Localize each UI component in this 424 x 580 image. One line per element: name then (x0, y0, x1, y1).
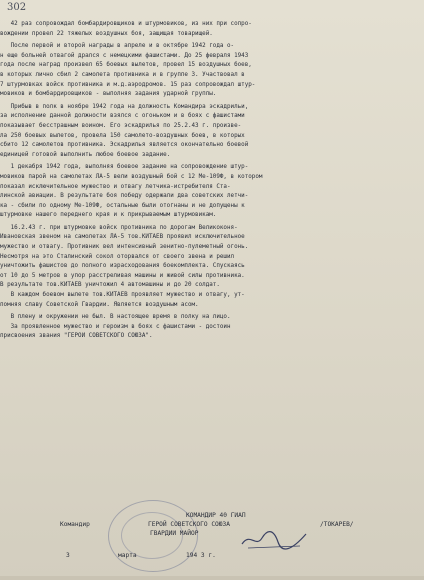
text-line: Ивановская звеном на самолетах ЛА-5 тов.КИТАЕВ проявил исключительное (0, 234, 245, 241)
text-line: присвоения звания "ГЕРОЙ СОВЕТСКОГО СОЮЗА". (0, 333, 153, 340)
text-line: уничтожить фашистов до полного израсходования боекомплекта. Спускаясь (0, 263, 245, 270)
paragraph (0, 103, 424, 161)
text-line: Прибыв в полк в ноябре 1942 года на должность Командира эскадрильи, (0, 103, 249, 110)
text-line: вождении провел 22 тяжелых воздушных боя, защищая товарищей. (0, 30, 213, 37)
text-line: 42 раз сопровождал бомбардировщиков и штурмовиков, из них при сопро- (0, 21, 252, 27)
text-line: В каждом боевом вылете тов.КИТАЕВ проявляет мужество и отвагу, ут- (0, 292, 245, 299)
text-line: от 10 до 5 метров в упор расстреливая машины и живой силы противника. (0, 272, 245, 279)
text-line: в которых лично сбил 2 самолета противника и в группе 3. Участвовал в (0, 71, 245, 78)
paragraph (0, 163, 424, 221)
text-line: сбито 12 самолетов противника. Эскадрилья является окончательно боевой (0, 142, 249, 149)
date-year: 194 3 г. (186, 552, 216, 559)
text-line: 7 штурмовках войск противника и м.д.аэродромов. 15 раз сопровождал штур- (0, 81, 256, 88)
text-line: После первой и второй награды в апреле и в октябре 1942 года о- (0, 43, 235, 50)
text-line: н еще больней отвагой дрался с немецкими фашистами. До 25 февраля 1943 (0, 52, 249, 59)
text-line: ка - сбили по одному Ме-109Ф, остальные были отогнаны и не допущены к (0, 202, 245, 209)
date-month: марта (118, 552, 137, 559)
text-line: линской авиации. В результате боя победу одержали два советских летчи- (0, 193, 249, 200)
text-line: В плену и окружении не был. В настоящее время в полку на лицо. (0, 314, 231, 321)
page-number: 302 (7, 2, 27, 13)
paragraph (0, 20, 424, 39)
date-day: 3 (66, 552, 70, 559)
signature-block (0, 508, 424, 580)
text-line: В результате тов.КИТАЕВ уничтожил 4 автомашины и до 20 солдат. (0, 282, 220, 289)
text-line: 16.2.43 г. при штурмовке войск противника по дорогам Великоконя- (0, 224, 238, 231)
page-bottom-edge (0, 576, 424, 580)
signature-name: /ТОКАРЕВ/ (320, 521, 354, 528)
text-line: За проявленное мужество и героизм в боях с фашистами - достоин (0, 323, 231, 330)
text-line: мовиков парой на самолетах ЛА-5 вели воздушный бой с 12 Ме-109Ф, в котором (0, 173, 263, 180)
paragraph (0, 224, 424, 310)
text-line: ла 250 боевых вылетов, провела 150 самолето-воздушных боев, в которых (0, 132, 245, 139)
text-line: показал исключительное мужество и отвагу летчика-истребителя Ста- (0, 183, 231, 190)
signature-left-label: Командир (60, 521, 90, 528)
text-line: единицей готовой выполнить любое боевое задание. (0, 151, 171, 158)
signature-title-commander: КОМАНДИР 40 ГИАП (186, 512, 246, 519)
signature-title-hero: ГЕРОЙ СОВЕТСКОГО СОЮЗА (148, 521, 230, 528)
handwritten-signature (240, 528, 310, 552)
text-line: помняя славу Советской Гвардии. Является воздушным асом. (0, 301, 199, 308)
document-body (0, 20, 424, 342)
text-line: показывает бесстрашным воином. Его эскадрилья по 25.2.43 г. произве- (0, 122, 242, 129)
text-line: за исполнение данной должности взялся с огоньком и в боях с фашистами (0, 113, 245, 120)
text-line: 1 декабря 1942 года, выполняя боевое задание на сопровождение штур- (0, 164, 249, 171)
text-line: Несмотря на это Сталинский сокол оторвался от своего звена и решил (0, 253, 235, 260)
text-line: мужество и отвагу. Противник вел интенсивный зенитно-пулеметный огонь. (0, 244, 249, 251)
text-line: года после наград произвел 65 боевых вылетов, провел 15 воздушных боев, (0, 62, 252, 69)
text-line: мовиков и бомбардировщиков - выполняя задания ударной группы. (0, 91, 217, 98)
paragraph (0, 42, 424, 100)
signature-title-rank: ГВАРДИИ МАЙОР (150, 530, 199, 537)
text-line: штурмовке нашего переднего края и к прикрываемым штурмовикам. (0, 212, 217, 219)
paragraph (0, 313, 424, 342)
